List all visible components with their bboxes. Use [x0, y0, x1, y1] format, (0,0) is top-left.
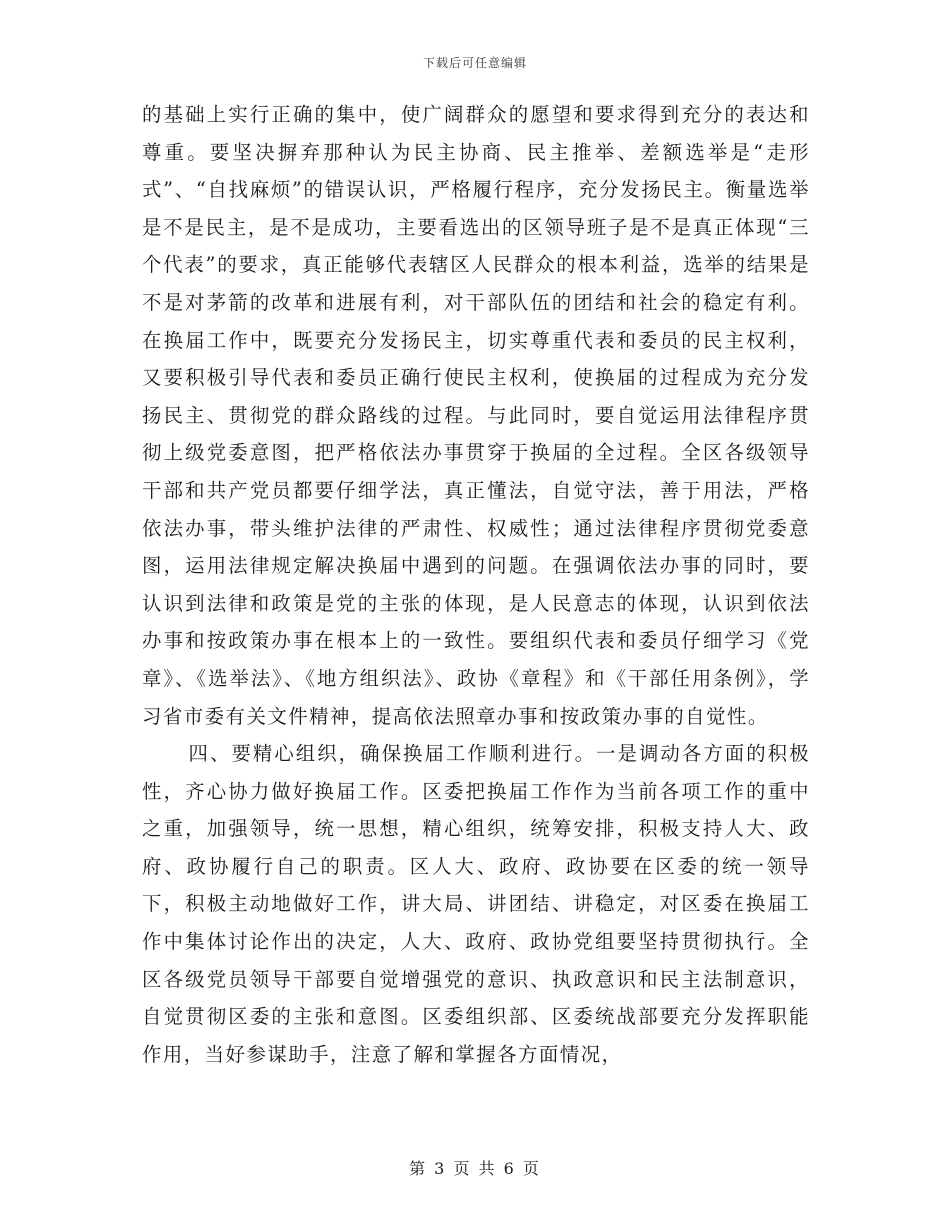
paragraph-continuation: 的基础上实行正确的集中，使广阔群众的愿望和要求得到充分的表达和尊重。要坚决摒弃那种认为民主协商、民主推举、差额选举是“走形式”、“自找麻烦”的错误认识，严格履行程序，充分发扬民主。衡量选举是不是民主，是不是成功，主要看选出的区领导班子是不是真正体现“三个代表”的要求，真正能够代表辖区人民群众的根本利益，选举的结果是不是对茅箭的改革和进展有利，对干部队伍的团结和社会的稳定有利。在换届工作中，既要充分发扬民主，切实尊重代表和委员的民主权利，又要积极引导代表和委员正确行使民主权利，使换届的过程成为充分发扬民主、贯彻党的群众路线的过程。与此同时，要自觉运用法律程序贯彻上级党委意图，把严格依法办事贯穿于换届的全过程。全区各级领导干部和共产党员都要仔细学法，真正懂法，自觉守法，善于用法，严格依法办事，带头维护法律的严肃性、权威性；通过法律程序贯彻党委意图，运用法律规定解决换届中遇到的问题。在强调依法办事的同时，要认识到法律和政策是党的主张的体现，是人民意志的体现，认识到依法办事和按政策办事在根本上的一致性。要组织代表和委员仔细学习《党章》、《选举法》、《地方组织法》、政协《章程》和《干部任用条例》，学习省市委有关文件精神，提高依法照章办事和按政策办事的自觉性。	[142, 103, 810, 728]
page-header: 下载后可任意编辑	[422, 56, 527, 70]
document-body	[142, 96, 810, 1073]
paragraph-section-four: 四、要精心组织，确保换届工作顺利进行。一是调动各方面的积极性，齐心协力做好换届工作。区委把换届工作作为当前各项工作的重中之重，加强领导，统一思想，精心组织，统筹安排，积极支持人大、政府、政协履行自己的职责。区人大、政府、政协要在区委的统一领导下，积极主动地做好工作，讲大局、讲团结、讲稳定，对区委在换届工作中集体讨论作出的决定，人大、政府、政协党组要坚持贯彻执行。全区各级党员领导干部要自觉增强党的意识、执政意识和民主法制意识，自觉贯彻区委的主张和意图。区委组织部、区委统战部要充分发挥职能作用，当好参谋助手，注意了解和掌握各方面情况，	[142, 742, 810, 1066]
page-footer: 第 3 页 共 6 页	[409, 1159, 541, 1178]
